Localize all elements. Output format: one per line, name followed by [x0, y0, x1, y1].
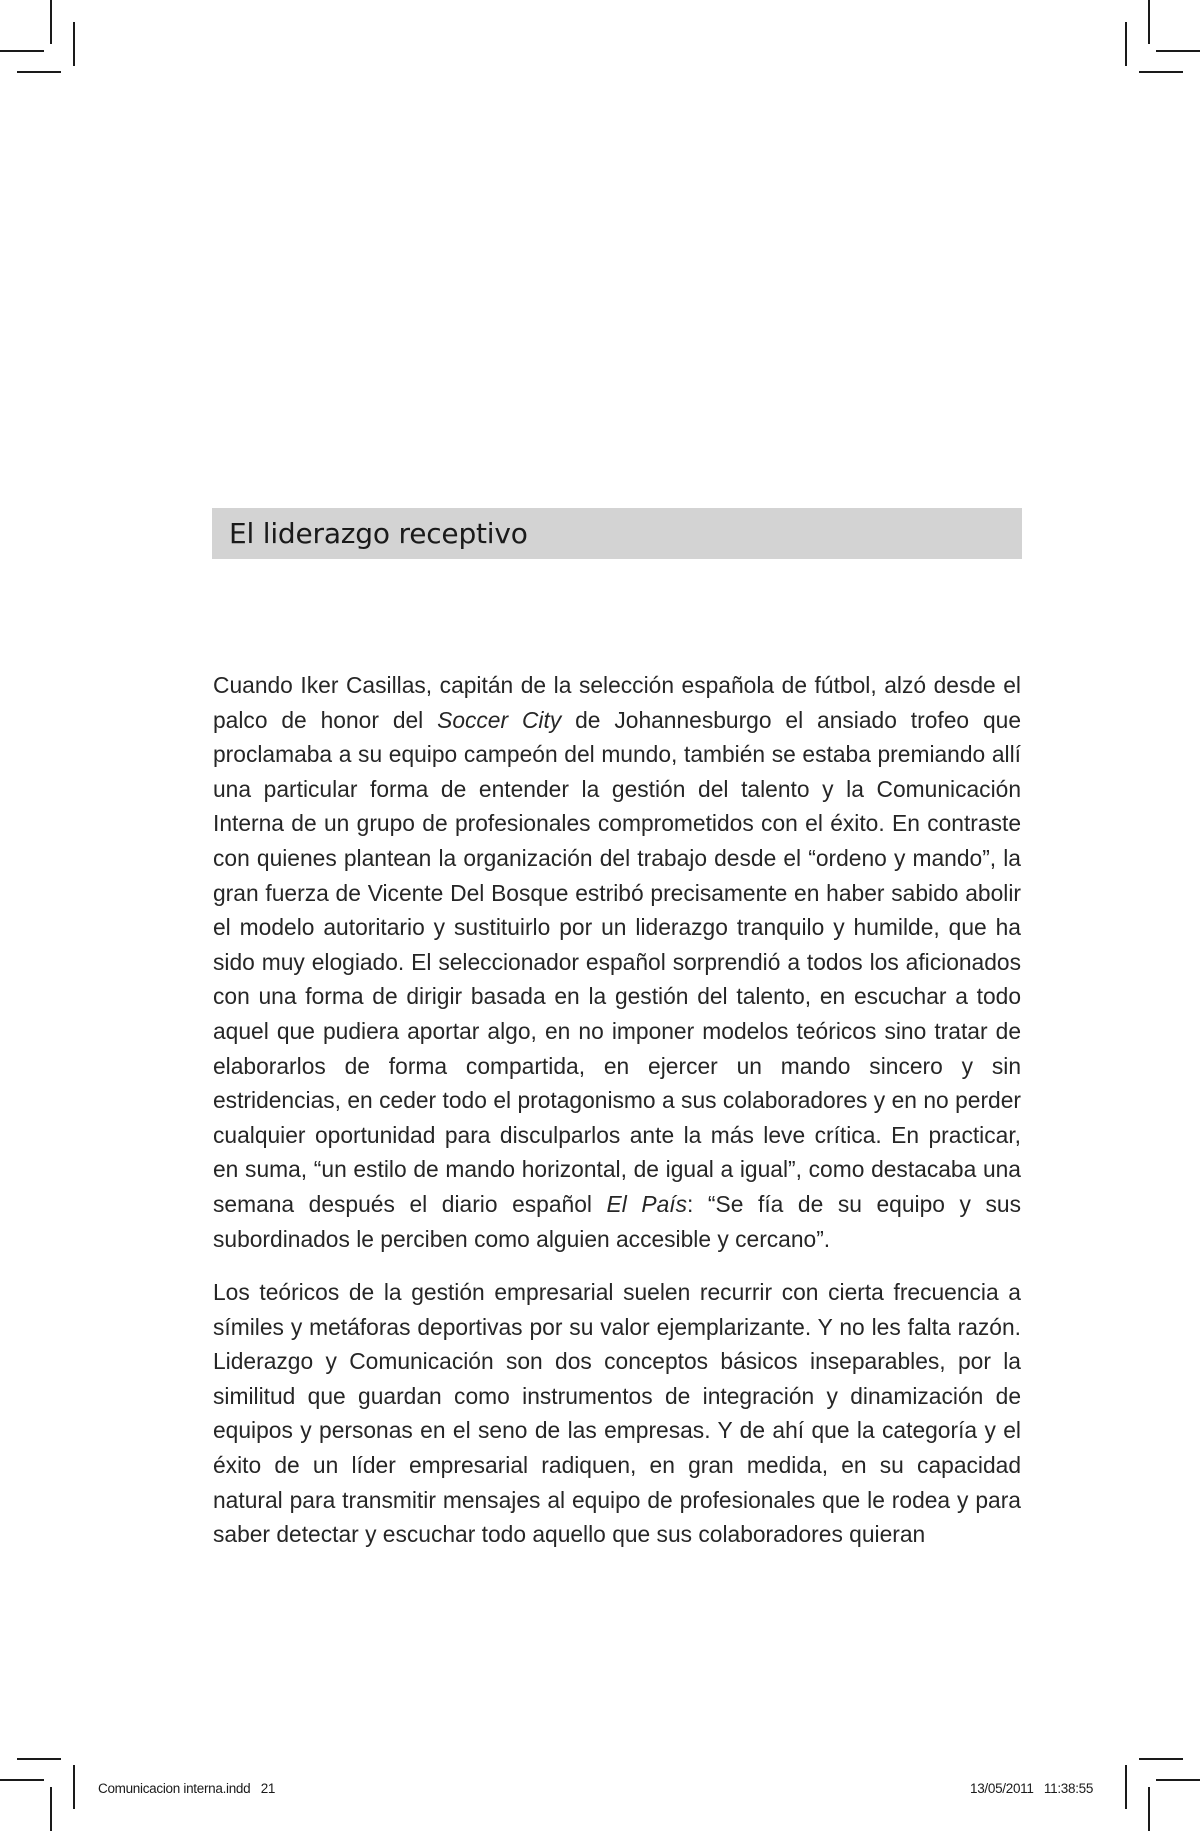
- crop-mark: [17, 71, 61, 73]
- body-text: [213, 668, 1021, 1552]
- crop-mark: [1156, 1779, 1200, 1781]
- italic-text: Soccer City: [437, 706, 562, 733]
- section-heading: El liderazgo receptivo: [229, 517, 528, 550]
- crop-mark: [1139, 71, 1183, 73]
- crop-mark: [73, 1765, 75, 1809]
- crop-mark: [1148, 1787, 1150, 1831]
- crop-mark: [1139, 1758, 1183, 1760]
- slug-timestamp: 13/05/2011 11:38:55: [970, 1781, 1094, 1796]
- crop-mark: [1125, 22, 1127, 66]
- paragraph-text: : “Se fía de su equipo y sus subordinados le perciben como alguien accesible y cercano”.: [213, 1190, 1021, 1252]
- crop-mark: [1148, 0, 1150, 44]
- crop-mark: [73, 22, 75, 66]
- section-heading-bar: [212, 508, 1022, 559]
- crop-mark: [1125, 1765, 1127, 1809]
- crop-mark: [1156, 50, 1200, 52]
- paragraph: Los teóricos de la gestión empresarial suelen recurrir con cierta frecuencia a símiles y metáforas deportivas por su valor ejemplarizante. Y no les falta razón. Liderazgo y Comunicación son dos conceptos básicos inseparables, por la similitud que guardan como instrumentos de integración y dinamización de equipos y personas en el seno de las empresas. Y de ahí que la categoría y el éxito de un líder empresarial radiquen, en gran medida, en su capacidad natural para transmitir mensajes al equipo de profesionales que le rodea y para saber detectar y escuchar todo aquello que sus colaboradores quieran: [213, 1279, 1021, 1548]
- slug-filename: Comunicacion interna.indd 21: [98, 1781, 276, 1796]
- crop-mark: [0, 50, 44, 52]
- crop-mark: [0, 1779, 44, 1781]
- crop-mark: [17, 1758, 61, 1760]
- paragraph-text: Cuando Iker Casillas, capitán de la selección española de fútbol, alzó desde el palco de honor del: [213, 672, 1021, 733]
- paragraph: [213, 668, 1021, 1256]
- crop-mark: [50, 1787, 52, 1831]
- paragraph-text: de Johannesburgo el ansiado trofeo que proclamaba a su equipo campeón del mundo, también se estaba premiando allí una particular forma de entender la gestión del talento y la Comunicación Interna de un grupo de profesionales comprometidos con el éxito. En contraste con quienes plantean la organización del trabajo desde el “ordeno y mando”, la gran fuerza de Vicente Del Bosque estribó precisamente en haber sabido abolir el modelo autoritario y sustituirlo por un liderazgo tranquilo y humilde, que ha sido muy elogiado. El seleccionador español sorprendió a todos los aficionados con una forma de dirigir basada en la gestión del talento, en escuchar a todo aquel que pudiera aportar algo, en no imponer modelos teóricos sino tratar de elaborarlos de forma compartida, en ejercer un mando sincero y sin estridencias, en ceder todo el protagonismo a sus colaboradores y en no perder cualquier oportunidad para disculparlos ante la más leve crítica. En practicar, en suma, “un estilo de mando horizontal, de igual a igual”, como destacaba una semana después el diario español: [213, 706, 1022, 1217]
- italic-text: El País: [606, 1190, 688, 1217]
- crop-mark: [50, 0, 52, 44]
